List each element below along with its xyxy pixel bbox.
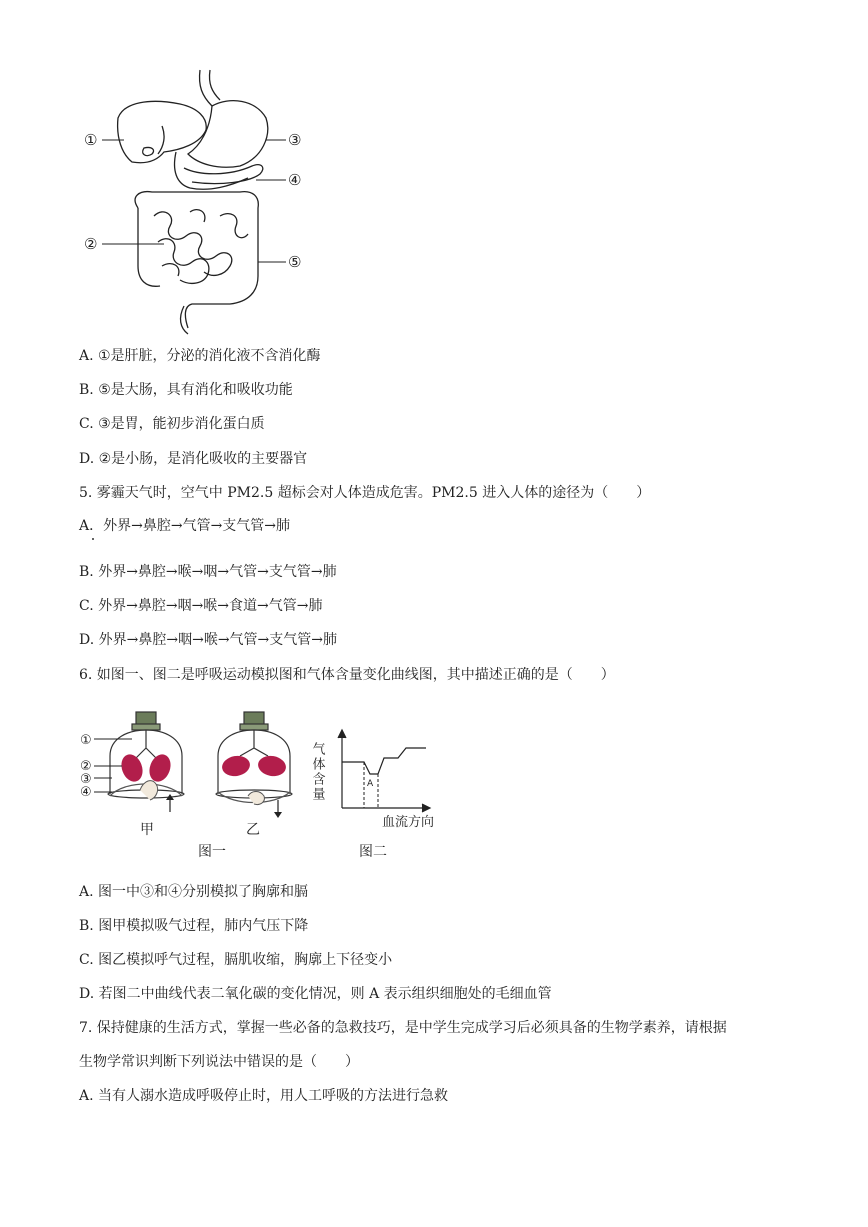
graph-point-label: A	[367, 779, 374, 789]
q5-option-a: A．外界→鼻腔→气管→支气管→肺	[79, 518, 291, 534]
graph-xlabel: 血流方向	[382, 815, 435, 830]
fig-label-3: ③	[288, 131, 302, 149]
svg-text:气体含量: 气体含量	[309, 742, 325, 802]
fig2-caption: 图二	[359, 844, 387, 860]
jar-jia-caption: 甲	[140, 822, 154, 838]
q4-option-b: B. ⑤是大肠，具有消化和吸收功能	[79, 382, 293, 398]
fig-label-2: ②	[84, 235, 98, 253]
jar-label-2: ②	[80, 759, 92, 774]
q5-option-d: D. 外界→鼻腔→咽→喉→气管→支气管→肺	[79, 632, 338, 648]
q4-option-a: A. ①是肝脏，分泌的消化液不含消化酶	[79, 348, 321, 364]
digestive-system-figure	[80, 66, 320, 338]
jar-yi-caption: 乙	[246, 822, 260, 838]
q5-option-c: C. 外界→鼻腔→咽→喉→食道→气管→肺	[79, 598, 323, 614]
q5-stem: 5. 雾霾天气时，空气中 PM2.5 超标会对人体造成危害。PM2.5 进入人体的途径为（ ）	[79, 485, 651, 501]
fig-label-4: ④	[288, 171, 302, 189]
fig-label-5: ⑤	[288, 253, 302, 271]
fig-label-1: ①	[84, 131, 98, 149]
jar-label-3: ③	[80, 772, 92, 787]
q4-option-c: C. ③是胃，能初步消化蛋白质	[79, 416, 265, 432]
fig1-caption: 图一	[198, 844, 226, 860]
graph-ylabel	[310, 742, 326, 802]
q6-option-d: D. 若图二中曲线代表二氧化碳的变化情况，则 A 表示组织细胞处的毛细血管	[79, 986, 552, 1002]
q7-stem-line1: 7. 保持健康的生活方式，掌握一些必备的急救技巧，是中学生完成学习后必须具备的生物学素养，请根据	[79, 1020, 727, 1036]
q7-stem-line2: 生物学常识判断下列说法中错误的是（ ）	[79, 1054, 359, 1070]
jar-label-1: ①	[80, 733, 92, 748]
q5-option-b: B. 外界→鼻腔→喉→咽→气管→支气管→肺	[79, 564, 337, 580]
jar-label-4: ④	[80, 785, 92, 800]
jar-yi	[216, 712, 292, 803]
stray-dot	[92, 538, 94, 540]
q6-option-b: B. 图甲模拟吸气过程，肺内气压下降	[79, 918, 309, 934]
q7-option-a: A. 当有人溺水造成呼吸停止时，用人工呼吸的方法进行急救	[79, 1088, 449, 1104]
respiration-figure	[80, 706, 450, 866]
q6-stem: 6. 如图一、图二是呼吸运动模拟图和气体含量变化曲线图，其中描述正确的是（ ）	[79, 667, 615, 683]
q6-option-c: C. 图乙模拟呼气过程，膈肌收缩，胸廓上下径变小	[79, 952, 393, 968]
q6-option-a: A. 图一中③和④分别模拟了胸廓和膈	[79, 884, 309, 900]
q4-option-d: D. ②是小肠，是消化吸收的主要器官	[79, 451, 308, 467]
